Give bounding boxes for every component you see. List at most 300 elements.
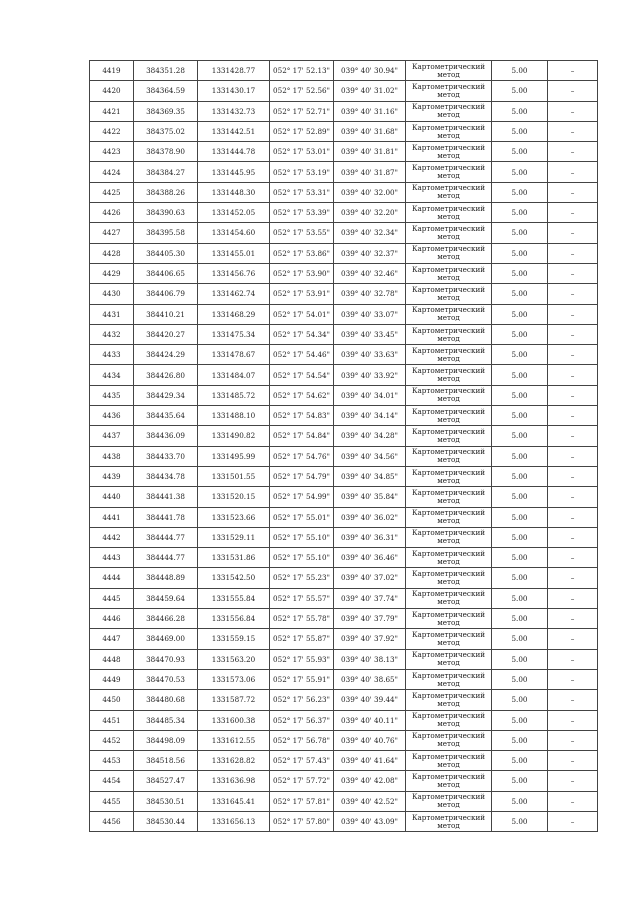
method-cell: Картометрический метод bbox=[406, 243, 492, 263]
table-row bbox=[90, 669, 598, 689]
longitude-cell: 039° 40' 39.44" bbox=[334, 690, 406, 710]
table-row bbox=[90, 223, 598, 243]
method-cell: Картометрический метод bbox=[406, 751, 492, 771]
note-cell: – bbox=[548, 730, 598, 750]
latitude-cell: 052° 17' 54.79" bbox=[270, 466, 334, 486]
note-cell: – bbox=[548, 101, 598, 121]
point-number-cell: 4430 bbox=[90, 284, 134, 304]
longitude-cell: 039° 40' 33.63" bbox=[334, 345, 406, 365]
longitude-cell: 039° 40' 31.81" bbox=[334, 142, 406, 162]
longitude-cell: 039° 40' 34.56" bbox=[334, 446, 406, 466]
point-number-cell: 4433 bbox=[90, 345, 134, 365]
y-coordinate-cell: 1331636.98 bbox=[198, 771, 270, 791]
method-cell: Картометрический метод bbox=[406, 609, 492, 629]
method-cell: Картометрический метод bbox=[406, 345, 492, 365]
point-number-cell: 4428 bbox=[90, 243, 134, 263]
accuracy-cell: 5.00 bbox=[492, 771, 548, 791]
y-coordinate-cell: 1331462.74 bbox=[198, 284, 270, 304]
y-coordinate-cell: 1331445.95 bbox=[198, 162, 270, 182]
x-coordinate-cell: 384459.64 bbox=[134, 588, 198, 608]
longitude-cell: 039° 40' 34.01" bbox=[334, 385, 406, 405]
method-cell: Картометрический метод bbox=[406, 142, 492, 162]
method-cell: Картометрический метод bbox=[406, 446, 492, 466]
note-cell: – bbox=[548, 182, 598, 202]
longitude-cell: 039° 40' 42.08" bbox=[334, 771, 406, 791]
table-row bbox=[90, 263, 598, 283]
note-cell: – bbox=[548, 304, 598, 324]
latitude-cell: 052° 17' 54.01" bbox=[270, 304, 334, 324]
point-number-cell: 4441 bbox=[90, 507, 134, 527]
method-cell: Картометрический метод bbox=[406, 203, 492, 223]
note-cell: – bbox=[548, 426, 598, 446]
point-number-cell: 4439 bbox=[90, 466, 134, 486]
point-number-cell: 4420 bbox=[90, 81, 134, 101]
x-coordinate-cell: 384441.38 bbox=[134, 487, 198, 507]
y-coordinate-cell: 1331555.84 bbox=[198, 588, 270, 608]
point-number-cell: 4423 bbox=[90, 142, 134, 162]
latitude-cell: 052° 17' 56.78" bbox=[270, 730, 334, 750]
x-coordinate-cell: 384395.58 bbox=[134, 223, 198, 243]
accuracy-cell: 5.00 bbox=[492, 446, 548, 466]
y-coordinate-cell: 1331612.55 bbox=[198, 730, 270, 750]
table-row bbox=[90, 466, 598, 486]
note-cell: – bbox=[548, 588, 598, 608]
method-cell: Картометрический метод bbox=[406, 101, 492, 121]
table-row bbox=[90, 710, 598, 730]
method-cell: Картометрический метод bbox=[406, 61, 492, 81]
point-number-cell: 4427 bbox=[90, 223, 134, 243]
table-row bbox=[90, 507, 598, 527]
x-coordinate-cell: 384444.77 bbox=[134, 548, 198, 568]
table-row bbox=[90, 548, 598, 568]
method-cell: Картометрический метод bbox=[406, 791, 492, 811]
method-cell: Картометрический метод bbox=[406, 649, 492, 669]
table-row bbox=[90, 771, 598, 791]
accuracy-cell: 5.00 bbox=[492, 365, 548, 385]
y-coordinate-cell: 1331454.60 bbox=[198, 223, 270, 243]
point-number-cell: 4434 bbox=[90, 365, 134, 385]
accuracy-cell: 5.00 bbox=[492, 162, 548, 182]
note-cell: – bbox=[548, 811, 598, 831]
note-cell: – bbox=[548, 121, 598, 141]
latitude-cell: 052° 17' 55.91" bbox=[270, 669, 334, 689]
latitude-cell: 052° 17' 53.39" bbox=[270, 203, 334, 223]
point-number-cell: 4450 bbox=[90, 690, 134, 710]
x-coordinate-cell: 384351.28 bbox=[134, 61, 198, 81]
latitude-cell: 052° 17' 55.87" bbox=[270, 629, 334, 649]
x-coordinate-cell: 384378.90 bbox=[134, 142, 198, 162]
note-cell: – bbox=[548, 548, 598, 568]
longitude-cell: 039° 40' 40.11" bbox=[334, 710, 406, 730]
method-cell: Картометрический метод bbox=[406, 385, 492, 405]
latitude-cell: 052° 17' 54.99" bbox=[270, 487, 334, 507]
longitude-cell: 039° 40' 32.34" bbox=[334, 223, 406, 243]
latitude-cell: 052° 17' 54.34" bbox=[270, 324, 334, 344]
y-coordinate-cell: 1331456.76 bbox=[198, 263, 270, 283]
latitude-cell: 052° 17' 56.37" bbox=[270, 710, 334, 730]
method-cell: Картометрический метод bbox=[406, 182, 492, 202]
accuracy-cell: 5.00 bbox=[492, 487, 548, 507]
accuracy-cell: 5.00 bbox=[492, 507, 548, 527]
note-cell: – bbox=[548, 61, 598, 81]
table-row bbox=[90, 406, 598, 426]
longitude-cell: 039° 40' 40.76" bbox=[334, 730, 406, 750]
x-coordinate-cell: 384406.65 bbox=[134, 263, 198, 283]
longitude-cell: 039° 40' 36.31" bbox=[334, 527, 406, 547]
y-coordinate-cell: 1331656.13 bbox=[198, 811, 270, 831]
accuracy-cell: 5.00 bbox=[492, 324, 548, 344]
longitude-cell: 039° 40' 31.16" bbox=[334, 101, 406, 121]
latitude-cell: 052° 17' 55.23" bbox=[270, 568, 334, 588]
longitude-cell: 039° 40' 38.65" bbox=[334, 669, 406, 689]
table-row bbox=[90, 324, 598, 344]
x-coordinate-cell: 384375.02 bbox=[134, 121, 198, 141]
latitude-cell: 052° 17' 57.81" bbox=[270, 791, 334, 811]
x-coordinate-cell: 384530.44 bbox=[134, 811, 198, 831]
point-number-cell: 4456 bbox=[90, 811, 134, 831]
point-number-cell: 4429 bbox=[90, 263, 134, 283]
accuracy-cell: 5.00 bbox=[492, 751, 548, 771]
x-coordinate-cell: 384441.78 bbox=[134, 507, 198, 527]
latitude-cell: 052° 17' 53.86" bbox=[270, 243, 334, 263]
x-coordinate-cell: 384405.30 bbox=[134, 243, 198, 263]
longitude-cell: 039° 40' 34.28" bbox=[334, 426, 406, 446]
table-row bbox=[90, 690, 598, 710]
table-row bbox=[90, 527, 598, 547]
method-cell: Картометрический метод bbox=[406, 304, 492, 324]
table-row bbox=[90, 121, 598, 141]
note-cell: – bbox=[548, 243, 598, 263]
longitude-cell: 039° 40' 32.37" bbox=[334, 243, 406, 263]
point-number-cell: 4448 bbox=[90, 649, 134, 669]
point-number-cell: 4453 bbox=[90, 751, 134, 771]
longitude-cell: 039° 40' 33.92" bbox=[334, 365, 406, 385]
table-row bbox=[90, 487, 598, 507]
latitude-cell: 052° 17' 52.89" bbox=[270, 121, 334, 141]
note-cell: – bbox=[548, 669, 598, 689]
accuracy-cell: 5.00 bbox=[492, 284, 548, 304]
accuracy-cell: 5.00 bbox=[492, 791, 548, 811]
x-coordinate-cell: 384384.27 bbox=[134, 162, 198, 182]
accuracy-cell: 5.00 bbox=[492, 609, 548, 629]
method-cell: Картометрический метод bbox=[406, 426, 492, 446]
method-cell: Картометрический метод bbox=[406, 162, 492, 182]
y-coordinate-cell: 1331542.50 bbox=[198, 568, 270, 588]
x-coordinate-cell: 384424.29 bbox=[134, 345, 198, 365]
longitude-cell: 039° 40' 32.00" bbox=[334, 182, 406, 202]
method-cell: Картометрический метод bbox=[406, 730, 492, 750]
latitude-cell: 052° 17' 55.10" bbox=[270, 548, 334, 568]
latitude-cell: 052° 17' 55.93" bbox=[270, 649, 334, 669]
accuracy-cell: 5.00 bbox=[492, 690, 548, 710]
note-cell: – bbox=[548, 487, 598, 507]
method-cell: Картометрический метод bbox=[406, 527, 492, 547]
accuracy-cell: 5.00 bbox=[492, 263, 548, 283]
x-coordinate-cell: 384435.64 bbox=[134, 406, 198, 426]
y-coordinate-cell: 1331432.73 bbox=[198, 101, 270, 121]
point-number-cell: 4436 bbox=[90, 406, 134, 426]
method-cell: Картометрический метод bbox=[406, 487, 492, 507]
longitude-cell: 039° 40' 31.87" bbox=[334, 162, 406, 182]
x-coordinate-cell: 384485.34 bbox=[134, 710, 198, 730]
latitude-cell: 052° 17' 53.55" bbox=[270, 223, 334, 243]
latitude-cell: 052° 17' 54.83" bbox=[270, 406, 334, 426]
method-cell: Картометрический метод bbox=[406, 771, 492, 791]
x-coordinate-cell: 384469.00 bbox=[134, 629, 198, 649]
point-number-cell: 4446 bbox=[90, 609, 134, 629]
accuracy-cell: 5.00 bbox=[492, 406, 548, 426]
note-cell: – bbox=[548, 385, 598, 405]
longitude-cell: 039° 40' 43.09" bbox=[334, 811, 406, 831]
note-cell: – bbox=[548, 446, 598, 466]
x-coordinate-cell: 384410.21 bbox=[134, 304, 198, 324]
accuracy-cell: 5.00 bbox=[492, 730, 548, 750]
note-cell: – bbox=[548, 771, 598, 791]
longitude-cell: 039° 40' 32.20" bbox=[334, 203, 406, 223]
longitude-cell: 039° 40' 34.85" bbox=[334, 466, 406, 486]
table-row bbox=[90, 142, 598, 162]
y-coordinate-cell: 1331475.34 bbox=[198, 324, 270, 344]
point-number-cell: 4452 bbox=[90, 730, 134, 750]
method-cell: Картометрический метод bbox=[406, 548, 492, 568]
table-row bbox=[90, 203, 598, 223]
accuracy-cell: 5.00 bbox=[492, 203, 548, 223]
longitude-cell: 039° 40' 34.14" bbox=[334, 406, 406, 426]
y-coordinate-cell: 1331452.05 bbox=[198, 203, 270, 223]
method-cell: Картометрический метод bbox=[406, 466, 492, 486]
accuracy-cell: 5.00 bbox=[492, 811, 548, 831]
longitude-cell: 039° 40' 35.84" bbox=[334, 487, 406, 507]
note-cell: – bbox=[548, 751, 598, 771]
y-coordinate-cell: 1331520.15 bbox=[198, 487, 270, 507]
accuracy-cell: 5.00 bbox=[492, 243, 548, 263]
x-coordinate-cell: 384426.80 bbox=[134, 365, 198, 385]
x-coordinate-cell: 384530.51 bbox=[134, 791, 198, 811]
latitude-cell: 052° 17' 53.31" bbox=[270, 182, 334, 202]
y-coordinate-cell: 1331531.86 bbox=[198, 548, 270, 568]
table-row bbox=[90, 568, 598, 588]
note-cell: – bbox=[548, 527, 598, 547]
method-cell: Картометрический метод bbox=[406, 121, 492, 141]
note-cell: – bbox=[548, 324, 598, 344]
y-coordinate-cell: 1331428.77 bbox=[198, 61, 270, 81]
note-cell: – bbox=[548, 162, 598, 182]
accuracy-cell: 5.00 bbox=[492, 385, 548, 405]
accuracy-cell: 5.00 bbox=[492, 121, 548, 141]
accuracy-cell: 5.00 bbox=[492, 548, 548, 568]
point-number-cell: 4424 bbox=[90, 162, 134, 182]
latitude-cell: 052° 17' 54.76" bbox=[270, 446, 334, 466]
accuracy-cell: 5.00 bbox=[492, 649, 548, 669]
x-coordinate-cell: 384369.35 bbox=[134, 101, 198, 121]
longitude-cell: 039° 40' 33.07" bbox=[334, 304, 406, 324]
longitude-cell: 039° 40' 32.46" bbox=[334, 263, 406, 283]
latitude-cell: 052° 17' 54.62" bbox=[270, 385, 334, 405]
method-cell: Картометрический метод bbox=[406, 507, 492, 527]
latitude-cell: 052° 17' 53.91" bbox=[270, 284, 334, 304]
point-number-cell: 4425 bbox=[90, 182, 134, 202]
note-cell: – bbox=[548, 406, 598, 426]
table-row bbox=[90, 304, 598, 324]
longitude-cell: 039° 40' 32.78" bbox=[334, 284, 406, 304]
point-number-cell: 4419 bbox=[90, 61, 134, 81]
table-row bbox=[90, 811, 598, 831]
x-coordinate-cell: 384429.34 bbox=[134, 385, 198, 405]
table-row bbox=[90, 284, 598, 304]
method-cell: Картометрический метод bbox=[406, 669, 492, 689]
note-cell: – bbox=[548, 629, 598, 649]
latitude-cell: 052° 17' 54.54" bbox=[270, 365, 334, 385]
y-coordinate-cell: 1331484.07 bbox=[198, 365, 270, 385]
method-cell: Картометрический метод bbox=[406, 811, 492, 831]
method-cell: Картометрический метод bbox=[406, 568, 492, 588]
latitude-cell: 052° 17' 56.23" bbox=[270, 690, 334, 710]
latitude-cell: 052° 17' 52.13" bbox=[270, 61, 334, 81]
method-cell: Картометрический метод bbox=[406, 81, 492, 101]
method-cell: Картометрический метод bbox=[406, 223, 492, 243]
accuracy-cell: 5.00 bbox=[492, 223, 548, 243]
note-cell: – bbox=[548, 263, 598, 283]
x-coordinate-cell: 384518.56 bbox=[134, 751, 198, 771]
y-coordinate-cell: 1331478.67 bbox=[198, 345, 270, 365]
note-cell: – bbox=[548, 345, 598, 365]
table-row bbox=[90, 345, 598, 365]
point-number-cell: 4449 bbox=[90, 669, 134, 689]
method-cell: Картометрический метод bbox=[406, 588, 492, 608]
note-cell: – bbox=[548, 466, 598, 486]
longitude-cell: 039° 40' 37.02" bbox=[334, 568, 406, 588]
note-cell: – bbox=[548, 81, 598, 101]
accuracy-cell: 5.00 bbox=[492, 466, 548, 486]
point-number-cell: 4447 bbox=[90, 629, 134, 649]
y-coordinate-cell: 1331490.82 bbox=[198, 426, 270, 446]
y-coordinate-cell: 1331501.55 bbox=[198, 466, 270, 486]
method-cell: Картометрический метод bbox=[406, 365, 492, 385]
y-coordinate-cell: 1331455.01 bbox=[198, 243, 270, 263]
latitude-cell: 052° 17' 54.84" bbox=[270, 426, 334, 446]
note-cell: – bbox=[548, 791, 598, 811]
point-number-cell: 4445 bbox=[90, 588, 134, 608]
table-row bbox=[90, 385, 598, 405]
table-row bbox=[90, 791, 598, 811]
y-coordinate-cell: 1331488.10 bbox=[198, 406, 270, 426]
table-row bbox=[90, 182, 598, 202]
table-row bbox=[90, 426, 598, 446]
x-coordinate-cell: 384406.79 bbox=[134, 284, 198, 304]
point-number-cell: 4432 bbox=[90, 324, 134, 344]
method-cell: Картометрический метод bbox=[406, 324, 492, 344]
table-row bbox=[90, 649, 598, 669]
accuracy-cell: 5.00 bbox=[492, 588, 548, 608]
table-row bbox=[90, 61, 598, 81]
note-cell: – bbox=[548, 223, 598, 243]
x-coordinate-cell: 384433.70 bbox=[134, 446, 198, 466]
latitude-cell: 052° 17' 57.72" bbox=[270, 771, 334, 791]
y-coordinate-cell: 1331645.41 bbox=[198, 791, 270, 811]
table-row bbox=[90, 730, 598, 750]
y-coordinate-cell: 1331600.38 bbox=[198, 710, 270, 730]
longitude-cell: 039° 40' 41.64" bbox=[334, 751, 406, 771]
x-coordinate-cell: 384390.63 bbox=[134, 203, 198, 223]
y-coordinate-cell: 1331556.84 bbox=[198, 609, 270, 629]
coordinates-table bbox=[89, 60, 598, 832]
x-coordinate-cell: 384388.26 bbox=[134, 182, 198, 202]
longitude-cell: 039° 40' 37.74" bbox=[334, 588, 406, 608]
table-row bbox=[90, 243, 598, 263]
latitude-cell: 052° 17' 57.43" bbox=[270, 751, 334, 771]
point-number-cell: 4422 bbox=[90, 121, 134, 141]
note-cell: – bbox=[548, 284, 598, 304]
table-body bbox=[90, 61, 598, 832]
longitude-cell: 039° 40' 31.68" bbox=[334, 121, 406, 141]
x-coordinate-cell: 384448.89 bbox=[134, 568, 198, 588]
note-cell: – bbox=[548, 365, 598, 385]
method-cell: Картометрический метод bbox=[406, 629, 492, 649]
x-coordinate-cell: 384527.47 bbox=[134, 771, 198, 791]
x-coordinate-cell: 384470.93 bbox=[134, 649, 198, 669]
point-number-cell: 4451 bbox=[90, 710, 134, 730]
latitude-cell: 052° 17' 55.01" bbox=[270, 507, 334, 527]
note-cell: – bbox=[548, 203, 598, 223]
y-coordinate-cell: 1331559.15 bbox=[198, 629, 270, 649]
longitude-cell: 039° 40' 31.02" bbox=[334, 81, 406, 101]
note-cell: – bbox=[548, 507, 598, 527]
table-row bbox=[90, 162, 598, 182]
table-row bbox=[90, 446, 598, 466]
method-cell: Картометрический метод bbox=[406, 710, 492, 730]
y-coordinate-cell: 1331523.66 bbox=[198, 507, 270, 527]
latitude-cell: 052° 17' 52.71" bbox=[270, 101, 334, 121]
table-row bbox=[90, 81, 598, 101]
x-coordinate-cell: 384480.68 bbox=[134, 690, 198, 710]
note-cell: – bbox=[548, 609, 598, 629]
accuracy-cell: 5.00 bbox=[492, 61, 548, 81]
longitude-cell: 039° 40' 38.13" bbox=[334, 649, 406, 669]
accuracy-cell: 5.00 bbox=[492, 304, 548, 324]
latitude-cell: 052° 17' 52.56" bbox=[270, 81, 334, 101]
x-coordinate-cell: 384498.09 bbox=[134, 730, 198, 750]
x-coordinate-cell: 384436.09 bbox=[134, 426, 198, 446]
point-number-cell: 4443 bbox=[90, 548, 134, 568]
y-coordinate-cell: 1331448.30 bbox=[198, 182, 270, 202]
method-cell: Картометрический метод bbox=[406, 406, 492, 426]
latitude-cell: 052° 17' 55.10" bbox=[270, 527, 334, 547]
note-cell: – bbox=[548, 142, 598, 162]
y-coordinate-cell: 1331485.72 bbox=[198, 385, 270, 405]
point-number-cell: 4454 bbox=[90, 771, 134, 791]
x-coordinate-cell: 384470.53 bbox=[134, 669, 198, 689]
point-number-cell: 4440 bbox=[90, 487, 134, 507]
latitude-cell: 052° 17' 53.19" bbox=[270, 162, 334, 182]
point-number-cell: 4438 bbox=[90, 446, 134, 466]
method-cell: Картометрический метод bbox=[406, 263, 492, 283]
accuracy-cell: 5.00 bbox=[492, 101, 548, 121]
note-cell: – bbox=[548, 649, 598, 669]
latitude-cell: 052° 17' 55.78" bbox=[270, 609, 334, 629]
point-number-cell: 4455 bbox=[90, 791, 134, 811]
point-number-cell: 4421 bbox=[90, 101, 134, 121]
x-coordinate-cell: 384444.77 bbox=[134, 527, 198, 547]
latitude-cell: 052° 17' 57.80" bbox=[270, 811, 334, 831]
accuracy-cell: 5.00 bbox=[492, 345, 548, 365]
point-number-cell: 4426 bbox=[90, 203, 134, 223]
method-cell: Картометрический метод bbox=[406, 284, 492, 304]
accuracy-cell: 5.00 bbox=[492, 426, 548, 446]
accuracy-cell: 5.00 bbox=[492, 710, 548, 730]
y-coordinate-cell: 1331587.72 bbox=[198, 690, 270, 710]
y-coordinate-cell: 1331442.51 bbox=[198, 121, 270, 141]
point-number-cell: 4444 bbox=[90, 568, 134, 588]
